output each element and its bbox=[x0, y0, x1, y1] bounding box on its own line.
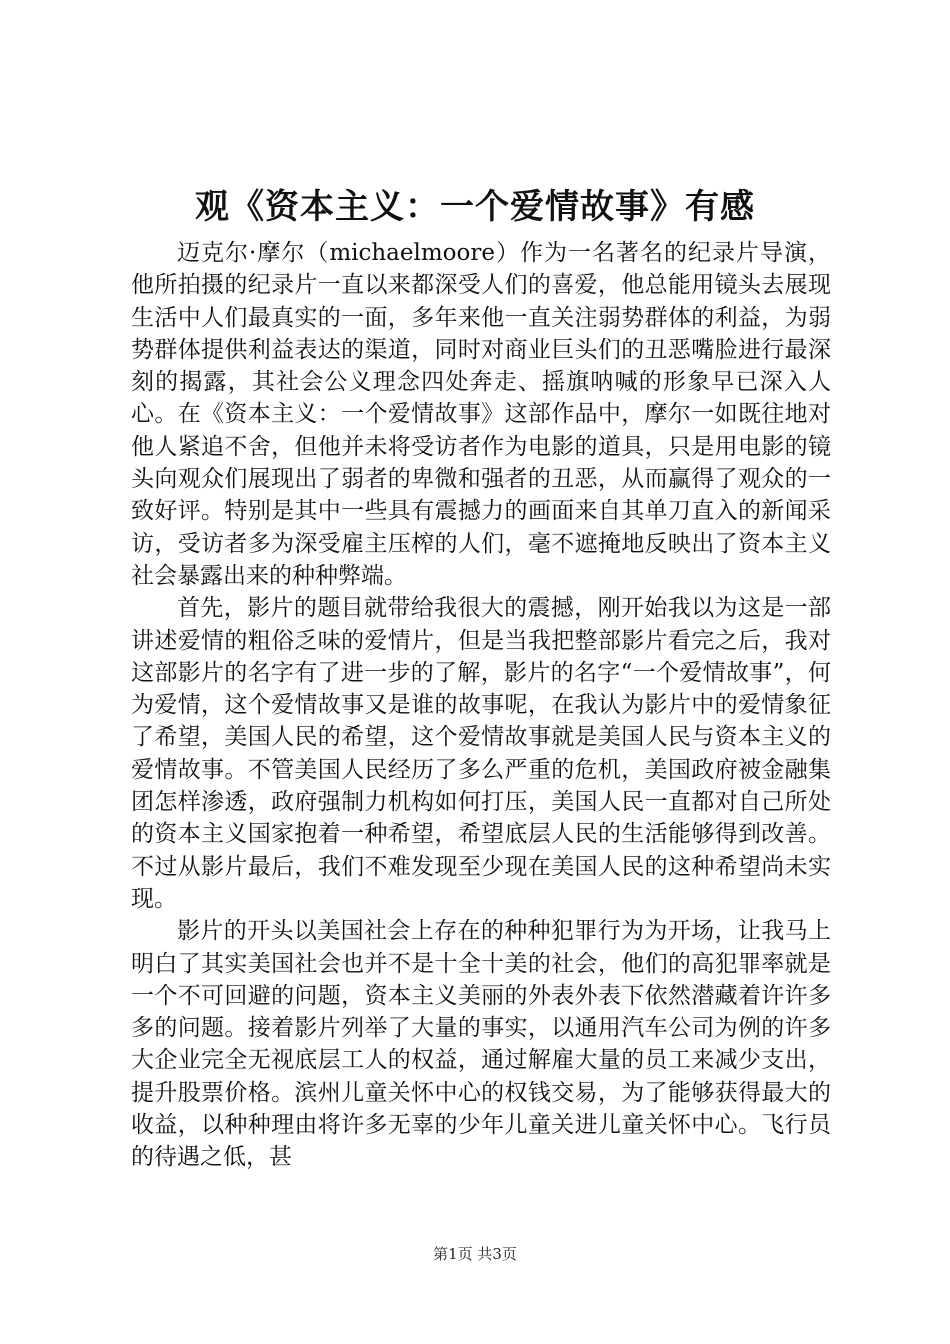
paragraph-3: 影片的开头以美国社会上存在的种种犯罪行为为开场，让我马上明白了其实美国社会也并不是十全十美的社会，他们的高犯罪率就是一个不可回避的问题，资本主义美丽的外表外表下依然潜藏着许许多多的问题。接着影片列举了大量的事实，以通用汽车公司为例的许多大企业完全无视底层工人的权益，通过解雇大量的员工来减少支出，提升股票价格。滨州儿童关怀中心的权钱交易，为了能够获得最大的收益，以种种理由将许多无辜的少年儿童关进儿童关怀中心。飞行员的待遇之低，甚 bbox=[131, 918, 831, 1171]
document-title: 观《资本主义：一个爱情故事》有感 bbox=[195, 187, 755, 227]
page-footer: 第1页 共3页 bbox=[433, 1245, 517, 1263]
paragraph-2: 首先，影片的题目就带给我很大的震撼，刚开始我以为这是一部讲述爱情的粗俗乏味的爱情片，但是当我把整部影片看完之后，我对这部影片的名字有了进一步的了解，影片的名字“一个爱情故事”，何为爱情，这个爱情故事又是谁的故事呢，在我认为影片中的爱情象征了希望，美国人民的希望，这个爱情故事就是美国人民与资本主义的爱情故事。不管美国人民经历了多么严重的危机，美国政府被金融集团怎样渗透，政府强制力机构如何打压，美国人民一直都对自己所处的资本主义国家抱着一种希望，希望底层人民的生活能够得到改善。不过从影片最后，我们不难发现至少现在美国人民的这种希望尚未实现。 bbox=[131, 595, 831, 912]
paragraph-1: 迈克尔·摩尔（michaelmoore）作为一名著名的纪录片导演，他所拍摄的纪录片一直以来都深受人们的喜爱，他总能用镜头去展现生活中人们最真实的一面，多年来他一直关注弱势群体的利益，为弱势群体提供利益表达的渠道，同时对商业巨头们的丑恶嘴脸进行最深刻的揭露，其社会公义理念四处奔走、摇旗呐喊的形象早已深入人心。在《资本主义：一个爱情故事》这部作品中，摩尔一如既往地对他人紧追不舍，但他并未将受访者作为电影的道具，只是用电影的镜头向观众们展现出了弱者的卑微和强者的丑恶，从而赢得了观众的一致好评。特别是其中一些具有震撼力的画面来自其单刀直入的新闻采访，受访者多为深受雇主压榨的人们，毫不遮掩地反映出了资本主义社会暴露出来的种种弊端。 bbox=[131, 240, 831, 589]
document-body bbox=[131, 237, 831, 1174]
